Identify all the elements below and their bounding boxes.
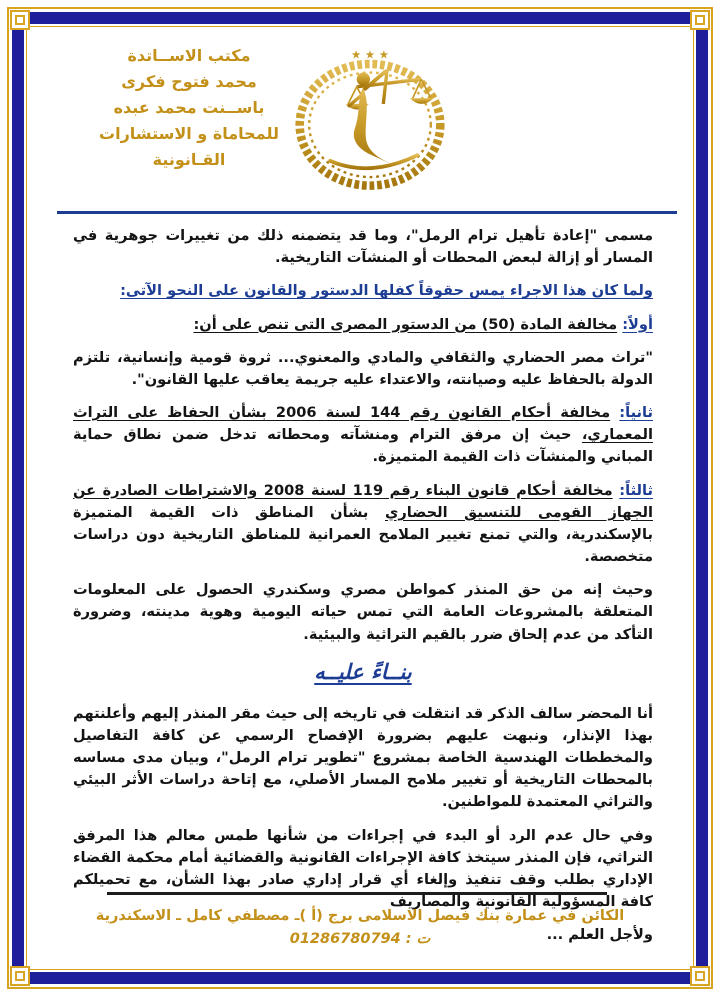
scales-of-justice-icon: [275, 45, 465, 197]
clause-first-lead: أولاً:: [622, 315, 653, 333]
heading-rights-text: ولما كان هذا الاجراء يمس حقوقاً كفلها الدستور والقانون على النحو الآتى:: [120, 282, 653, 300]
page-inner: [27, 27, 693, 969]
office-line-5: القـانونية: [152, 149, 226, 169]
intro-text: مسمى "إعادة تأهيل ترام الرمل"، وما قد يتضمنه ذلك من تغييرات جوهرية في المسار أو إزالة لبعض المحطات أو المنشآت التاريخية.: [73, 227, 653, 267]
clause-second-lead: ثانياً:: [619, 404, 653, 422]
header-divider-line: [57, 211, 677, 214]
document-body: [73, 225, 653, 957]
heading-rights: [73, 280, 653, 302]
corner-ornament-top-right: [690, 10, 710, 30]
clause-third: [73, 480, 653, 569]
office-line-3: باســنت محمد عبده: [113, 97, 265, 117]
constitution-quote-text: "تراث مصر الحضاري والثقافي والمادي والمعنوي... ثروة قومية وإنسانية، تلتزم الدولة بالحفاظ عليه وصيانته، والاعتداء عليه جريمة يعاقب عليها القانون".: [73, 348, 653, 388]
closing-text: ولأجل العلم ...: [546, 926, 653, 944]
paragraph-warning: [73, 825, 653, 914]
lady-justice-scales-logo: [275, 45, 465, 197]
paragraph-intro: [73, 225, 653, 269]
clause-third-lead: ثالثاً:: [619, 481, 653, 499]
footer-phone: ت : 01286780794: [289, 930, 431, 947]
office-line-1: مكتب الاســاتدة: [127, 46, 251, 65]
clause-second-underlined: مخالفة أحكام القانون رقم 144 لسنة 2006 بشأن الحفاظ على التراث المعماري،: [73, 404, 653, 444]
constitution-quote: [73, 347, 653, 391]
clause-second: [73, 402, 653, 469]
office-line-4: للمحاماة و الاستشارات: [99, 123, 279, 143]
warning-text: وفي حال عدم الرد أو البدء في إجراءات من شأنها طمس معالم هذا المرفق التراثي، فإن المنذر سيتخذ كافة الإجراءات القانونية والقضائية أمام محكمة القضاء الإداري بطلب وقف تنفيذ وإلغاء أي قرار إداري صادر بهذا الشأن، مع تحميلكم كافة المسؤولية القانونية والمصاريف: [73, 826, 653, 911]
paragraph-rights-info: [73, 579, 653, 646]
corner-ornament-bottom-left: [10, 966, 30, 986]
corner-ornament-bottom-right: [690, 966, 710, 986]
clause-first: [73, 314, 653, 336]
footer-address: الكائن في عمارة بنك فيصل الاسلامى برج (أ )ـ مصطفي كامل ـ الاسكندرية: [95, 907, 625, 924]
clause-first-text: مخالفة المادة (50) من الدستور المصرى التى تنص على أن:: [193, 315, 618, 333]
clause-third-underlined: مخالفة أحكام قانون البناء رقم 119 لسنة 2008 والاشتراطات الصادرة عن الجهاز القومى للتنسيق الحضاري: [73, 481, 653, 521]
footer-divider-line: [107, 892, 607, 895]
paragraph-bailiff: [73, 703, 653, 814]
bailiff-text: أنا المحضر سالف الذكر قد انتقلت في تاريخه إلى حيث مقر المنذر إليهم وأعلنتهم بهذا الإنذار، ونبهت عليهم بضرورة الإفصاح الرسمي عن كافة التفاصيل والمخططات الهندسية الخاصة بمشروع "تطوير ترام الرمل"، وبيان مدى مساسه بالمحطات التاريخية أو تغيير ملامح المسار الأصلي، مع إتاحة دراسات الأثر البيئي والتراثي المعتمدة للمواطنين.: [73, 704, 653, 811]
clause-third-rest: بشأن المناطق ذات القيمة المتميزة بالإسكندرية، والتي تمنع تغيير الملامح العمرانية للمناطق التاريخية دون دراسات متخصصة.: [73, 503, 653, 566]
office-line-2: محمد فتوح فكرى: [121, 71, 257, 91]
page-footer: [27, 905, 693, 951]
clause-second-rest: حيث إن مرفق الترام ومنشآته ومحطاته تدخل ضمن نطاق حماية المباني والمنشآت ذات القيمة المتميزة.: [73, 426, 653, 466]
svg-text:★ ★ ★: ★ ★ ★: [351, 47, 389, 62]
heading-conclusion: بنــاءً عليــه: [314, 659, 412, 684]
letterhead-office-name: [83, 43, 295, 173]
corner-ornament-top-left: [10, 10, 30, 30]
rights-info-text: وحيث إنه من حق المنذر كمواطن مصري وسكندري الحصول على المعلومات المتعلقة بالمشروعات العامة التي تمس حياته اليومية وهوية مدينته، وضرورة التأكد من عدم إلحاق ضرر بالقيم التراثية والبيئية.: [73, 581, 653, 643]
